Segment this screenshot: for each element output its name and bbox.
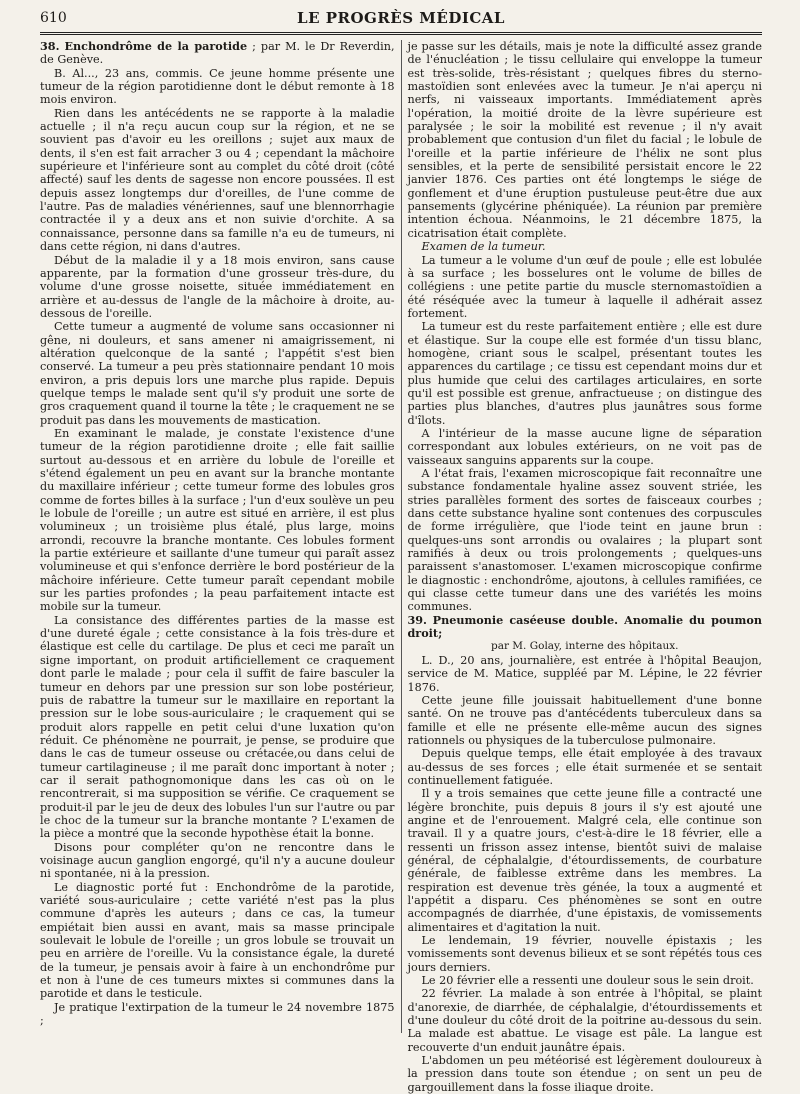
header-rule <box>40 32 762 35</box>
paragraph: A l'intérieur de la masse aucune ligne de séparation correspondant aux lobules extérieurs, on ne voit pas de vaisseaux sanguins apparents sur la coupe. <box>407 426 762 467</box>
article-38-heading <box>40 40 395 67</box>
paragraph: A l'état frais, l'examen microscopique fait reconnaître une substance fondamentale hyaline assez souvent striée, les stries parallèles forment des sortes de faisceaux courbes ; dans cette substance hyaline sont contenues des corpuscules de forme irrégulière, que l'iode teint en jaune brun : quelques-uns sont arrondis ou ovalaires ; la plupart sont ramifiés à deux ou trois prolongements ; quelques-uns paraissent s'anastomoser. L'examen microscopique confirme le diagnostic : enchondrôme, ajoutons, à cellules ramifiées, ce qui classe cette tumeur dans une des variétés les moins communes. <box>407 467 762 614</box>
paragraph: B. Al..., 23 ans, commis. Ce jeune homme présente une tumeur de la région parotidienne dont le début remonte à 18 mois environ. <box>40 66 395 107</box>
column-divider <box>401 40 402 1033</box>
journal-title: LE PROGRÈS MÉDICAL <box>297 9 505 27</box>
paragraph: La tumeur est du reste parfaitement entière ; elle est dure et élastique. Sur la coupe elle est formée d'un tissu blanc, homogène, criant sous le scalpel, présentant toutes les apparences du cartilage ; ce tissu est cependant moins dur et plus humide que celui des cartilages articulaires, en sorte qu'il est possible est grenue, anfractueuse ; on distingue des parties plus blanches, d'autres plus jaunâtres sous forme d'îlots. <box>407 320 762 427</box>
running-head <box>40 6 762 30</box>
paragraph: En examinant le malade, je constate l'existence d'une tumeur de la région parotidienne droite ; elle fait saillie surtout au-dessous et en arrière du lobule de l'oreille et s'étend également un peu en avant sur la branche montante du maxillaire inférieur ; cette tumeur forme des lobules gros comme de fortes billes à la surface ; l'un d'eux soulève un peu le lobule de l'oreille ; un autre est situé en arrière, il est plus volumineux ; un troisième plus étalé, plus large, moins arrondi, recouvre la branche montante. Ces lobules forment la partie extérieure et saillante d'une tumeur qui paraît assez volumineuse et qui s'enfonce derrière le bord postérieur de la mâchoire inférieure. Cette tumeur paraît cependant mobile sur les parties profondes ; la peau parfaitement intacte est mobile sur la tumeur. <box>40 426 395 614</box>
paragraph: je passe sur les détails, mais je note la difficulté assez grande de l'énucléation ; le tissu cellulaire qui enveloppe la tumeur est très-solide, très-résistant ; quelques fibres du sterno-mastoïdien sont enlevées avec la tumeur. Je n'ai aperçu ni nerfs, ni vaisseaux importants. Immédiatement après l'opération, la moitié droite de la lèvre supérieure est paralysée ; le soir la mobilité est revenue ; il n'y avait probablement que contusion d'un filet du facial ; le lobule de l'oreille et la partie inférieure de l'hélix ne sont plus sensibles, et la perte de sensibilité persistait encore le 22 janvier 1876. Ces parties ont été longtemps le siége de gonflement et d'une éruption pustuleuse peut-être due aux pansements (glycérine phéniquée). La réunion par première intention échoua. Néanmoins, le 21 décembre 1875, la cicatrisation était complète. <box>407 40 762 240</box>
paragraph: La tumeur a le volume d'un œuf de poule ; elle est lobulée à sa surface ; les bosselures ont le volume de billes de collégiens : une petite partie du muscle sternomastoïdien a été réséquée avec la tumeur à laquelle il adhérait assez fortement. <box>407 253 762 320</box>
paragraph: 22 février. La malade à son entrée à l'hôpital, se plaint d'anorexie, de diarrhée, de céphalalgie, d'étourdissements et d'une douleur du côté droit de la poitrine au-dessous du sein. La malade est abattue. Le visage est pâle. La langue est recouverte d'un enduit jaunâtre épais. <box>407 987 762 1054</box>
text-columns <box>40 39 762 1094</box>
paragraph: Disons pour compléter qu'on ne rencontre dans le voisinage aucun ganglion engorgé, qu'il n'y a aucune douleur ni spontanée, ni à la pression. <box>40 840 395 881</box>
left-column <box>40 40 395 1033</box>
paragraph: Je pratique l'extirpation de la tumeur le 24 novembre 1875 ; <box>40 1000 395 1028</box>
article-39-number: 39. <box>407 612 427 627</box>
article-38-title: Enchondrôme de la parotide <box>64 39 248 53</box>
section-heading-examen: Examen de la tumeur. <box>421 240 546 254</box>
article-39-title: Pneumonie caséeuse double. Anomalie du poumon droit; <box>407 612 762 641</box>
article-39-heading <box>407 614 762 641</box>
paragraph: L. D., 20 ans, journalière, est entrée à l'hôpital Beaujon, service de M. Matice, suppléé par M. Lépine, le 22 février 1876. <box>407 653 762 694</box>
page-number: 610 <box>40 10 67 26</box>
paragraph: Cette jeune fille jouissait habituellement d'une bonne santé. On ne trouve pas d'antécédents tuberculeux dans sa famille et elle ne présente elle-même aucun des signes rationnels ou physiques de la tuberculose pulmonaire. <box>407 693 762 747</box>
paragraph: Le lendemain, 19 février, nouvelle épistaxis ; les vomissements sont devenus bilieux et se sont répétés tous ces jours derniers. <box>407 934 762 974</box>
paragraph: Le diagnostic porté fut : Enchondrôme de la parotide, variété sous-auriculaire ; cette variété n'est pas la plus commune d'après les auteurs ; dans ce cas, la tumeur empiétait bien aussi en avant, mais sa masse principale soulevait le lobule de l'oreille ; un gros lobule se trouvait un peu en arrière de l'oreille. Vu la consistance égale, la dureté de la tumeur, je pensais avoir à faire à un enchondrôme pur et non à l'une de ces tumeurs mixtes si communes dans la parotide et dans le testicule. <box>40 880 395 1001</box>
article-39-author: par M. Golay, interne des hôpitaux. <box>490 640 679 653</box>
paragraph: Début de la maladie il y a 18 mois environ, sans cause apparente, par la formation d'une grosseur très-dure, du volume d'une grosse noisette, située immédiatement en arrière et au-dessus de l'angle de la mâchoire à droite, au-dessous de l'oreille. <box>40 253 395 320</box>
paragraph: L'abdomen un peu météorisé est légèrement douloureux à la pression dans toute son étendue ; on sent un peu de gargouillement dans la fosse iliaque droite. <box>407 1054 762 1094</box>
article-38-number: 38. <box>40 39 60 53</box>
paragraph: Depuis quelque temps, elle était employée à des travaux au-dessus de ses forces ; elle était surmenée et se sentait continuellement fatiguée. <box>407 747 762 787</box>
right-column <box>407 40 762 1094</box>
paragraph: Rien dans les antécédents ne se rapporte à la maladie actuelle ; il n'a reçu aucun coup sur la région, et ne se souvient pas d'avoir eu les oreillons ; sujet aux maux de dents, il s'en est fait arracher 3 ou 4 ; cependant la mâchoire supérieure et l'inférieure sont au complet du côté droit (côté affecté) sauf les dents de sagesse non encore poussées. Il est depuis assez longtemps dur d'oreilles, de l'une comme de l'autre. Pas de maladies vénériennes, sauf une blennorrhagie contractée il y a deux ans et non suivie d'orchite. A sa connaissance, personne dans sa famille n'a eu de tumeurs, ni dans cette région, ni dans d'autres. <box>40 106 395 254</box>
paragraph: Le 20 février elle a ressenti une douleur sous le sein droit. <box>421 974 754 988</box>
article-38-author: ; par M. le Dr Reverdin, de Genève. <box>40 40 395 67</box>
paragraph: Cette tumeur a augmenté de volume sans occasionner ni gêne, ni douleurs, et sans amener ni amaigrissement, ni altération quelconque de la santé ; l'appétit s'est bien conservé. La tumeur a peu près stationnaire pendant 10 mois environ, a pris depuis lors une marche plus rapide. Depuis quelque temps le malade sent qu'il s'y produit une sorte de gros craquement quand il tourne la tête ; le craquement ne se produit pas dans les mouvements de mastication. <box>40 320 395 427</box>
paragraph: La consistance des différentes parties de la masse est d'une dureté égale ; cette consistance à la fois très-dure et élastique est celle du cartilage. De plus et ceci me paraît un signe important, on produit artificiellement ce craquement dont parle le malade ; pour cela il suffit de faire basculer la tumeur en dehors par une pression sur son lobe postérieur, puis de rabattre la tumeur sur le maxillaire en reportant la pression sur le lobe sous-auriculaire ; le craquement qui se produit alors rappelle en petit celui d'une luxation qu'on réduit. Ce phénomène ne pourrait, je pense, se produire que dans le cas de tumeur osseuse ou crétacée,ou dans celui de tumeur cartilagineuse ; il me paraît donc important à noter ; car il serait pathognomonique dans les cas où on le rencontrerait, si ma supposition se vérifie. Ce craquement se produit-il par le jeu de deux des lobules l'un sur l'autre ou par le choc de la tumeur sur la branche montante ? L'examen de la pièce a montré que la seconde hypothèse était la bonne. <box>40 613 395 841</box>
paragraph: Il y a trois semaines que cette jeune fille a contracté une légère bronchite, puis depuis 8 jours il s'y est ajouté une angine et de l'enrouement. Malgré cela, elle continue son travail. Il y a quatre jours, c'est-à-dire le 18 février, elle a ressenti un frisson assez intense, bientôt suivi de malaise général, de céphalalgie, d'étourdissements, de courbature générale, de faiblesse extrême dans les membres. La respiration est devenue très génée, la toux a augmenté et l'appétit a disparu. Ces phénomènes se sont en outre accompagnés de diarrhée, d'une épistaxis, de vomissements alimentaires et d'agitation la nuit. <box>407 787 762 934</box>
